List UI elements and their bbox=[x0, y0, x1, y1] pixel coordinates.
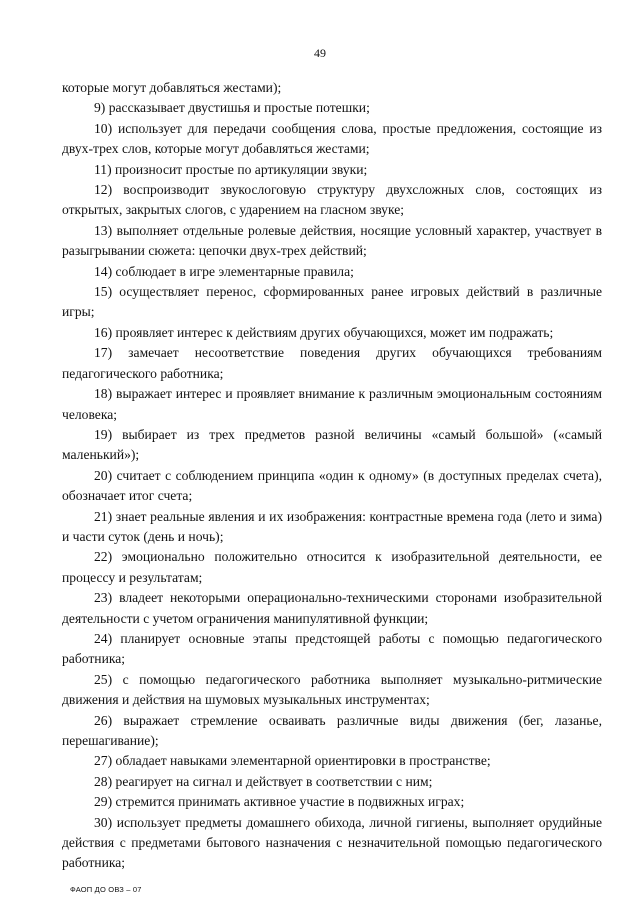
list-item: 28) реагирует на сигнал и действует в соответствии с ним; bbox=[94, 773, 433, 789]
list-item: 17) замечает несоответствие поведения других обучающихся требованиям педагогического работника; bbox=[62, 345, 602, 381]
list-item: 26) выражает стремление осваивать различные виды движения (бег, лазанье, перешагивание); bbox=[62, 712, 602, 748]
list-item: 21) знает реальные явления и их изображения: контрастные времена года (лето и зима) и части суток (день и ночь); bbox=[62, 508, 602, 544]
list-item: 18) выражает интерес и проявляет внимание к различным эмоциональным состояниям человека; bbox=[62, 386, 602, 422]
list-item: 22) эмоционально положительно относится к изобразительной деятельности, ее процессу и результатам; bbox=[62, 549, 602, 585]
list-item: 20) считает с соблюдением принципа «один к одному» (в доступных пределах счета), обозначает итог счета; bbox=[62, 467, 602, 504]
list-item: 24) планирует основные этапы предстоящей работы с помощью педагогического работника; bbox=[62, 630, 602, 667]
page-number: 49 bbox=[314, 46, 326, 60]
document-body bbox=[62, 78, 602, 874]
list-item: 11) произносит простые по артикуляции звуки; bbox=[94, 161, 368, 177]
list-item: 13) выполняет отдельные ролевые действия, носящие условный характер, участвует в разыгрывании сюжета: цепочки двух-трех действий; bbox=[62, 222, 602, 259]
list-item: которые могут добавляться жестами); bbox=[62, 80, 282, 95]
list-item: 9) рассказывает двустишья и простые потешки; bbox=[94, 100, 370, 116]
list-item: 29) стремится принимать активное участие в подвижных играх; bbox=[94, 794, 465, 810]
list-item: 16) проявляет интерес к действиям других обучающихся, может им подражать; bbox=[94, 324, 554, 340]
list-item: 30) использует предметы домашнего обихода, личной гигиены, выполняет орудийные действия с предметами бытового назначения с незначительной помощью педагогического работника; bbox=[62, 814, 602, 871]
list-item: 25) с помощью педагогического работника выполняет музыкально-ритмические движения и действия на шумовых музыкальных инструментах; bbox=[62, 671, 602, 708]
list-item: 19) выбирает из трех предметов разной величины «самый большой» («самый маленький»); bbox=[62, 426, 602, 463]
list-item: 15) осуществляет перенос, сформированных ранее игровых действий в различные игры; bbox=[62, 284, 602, 320]
list-item: 27) обладает навыками элементарной ориентировки в пространстве; bbox=[94, 753, 491, 769]
list-item: 12) воспроизводит звукослоговую структуру двухсложных слов, состоящих из открытых, закрытых слогов, с ударением на гласном звуке; bbox=[62, 182, 602, 218]
list-item: 14) соблюдает в игре элементарные правила; bbox=[94, 263, 354, 279]
list-item: 23) владеет некоторыми операционально-техническими сторонами изобразительной деятельности с учетом ограничения манипулятивной функции; bbox=[62, 590, 602, 626]
document-footer: ФАОП ДО ОВЗ – 07 bbox=[70, 885, 142, 894]
list-item: 10) использует для передачи сообщения слова, простые предложения, состоящие из двух-трех слов, которые могут добавляться жестами; bbox=[62, 120, 602, 157]
